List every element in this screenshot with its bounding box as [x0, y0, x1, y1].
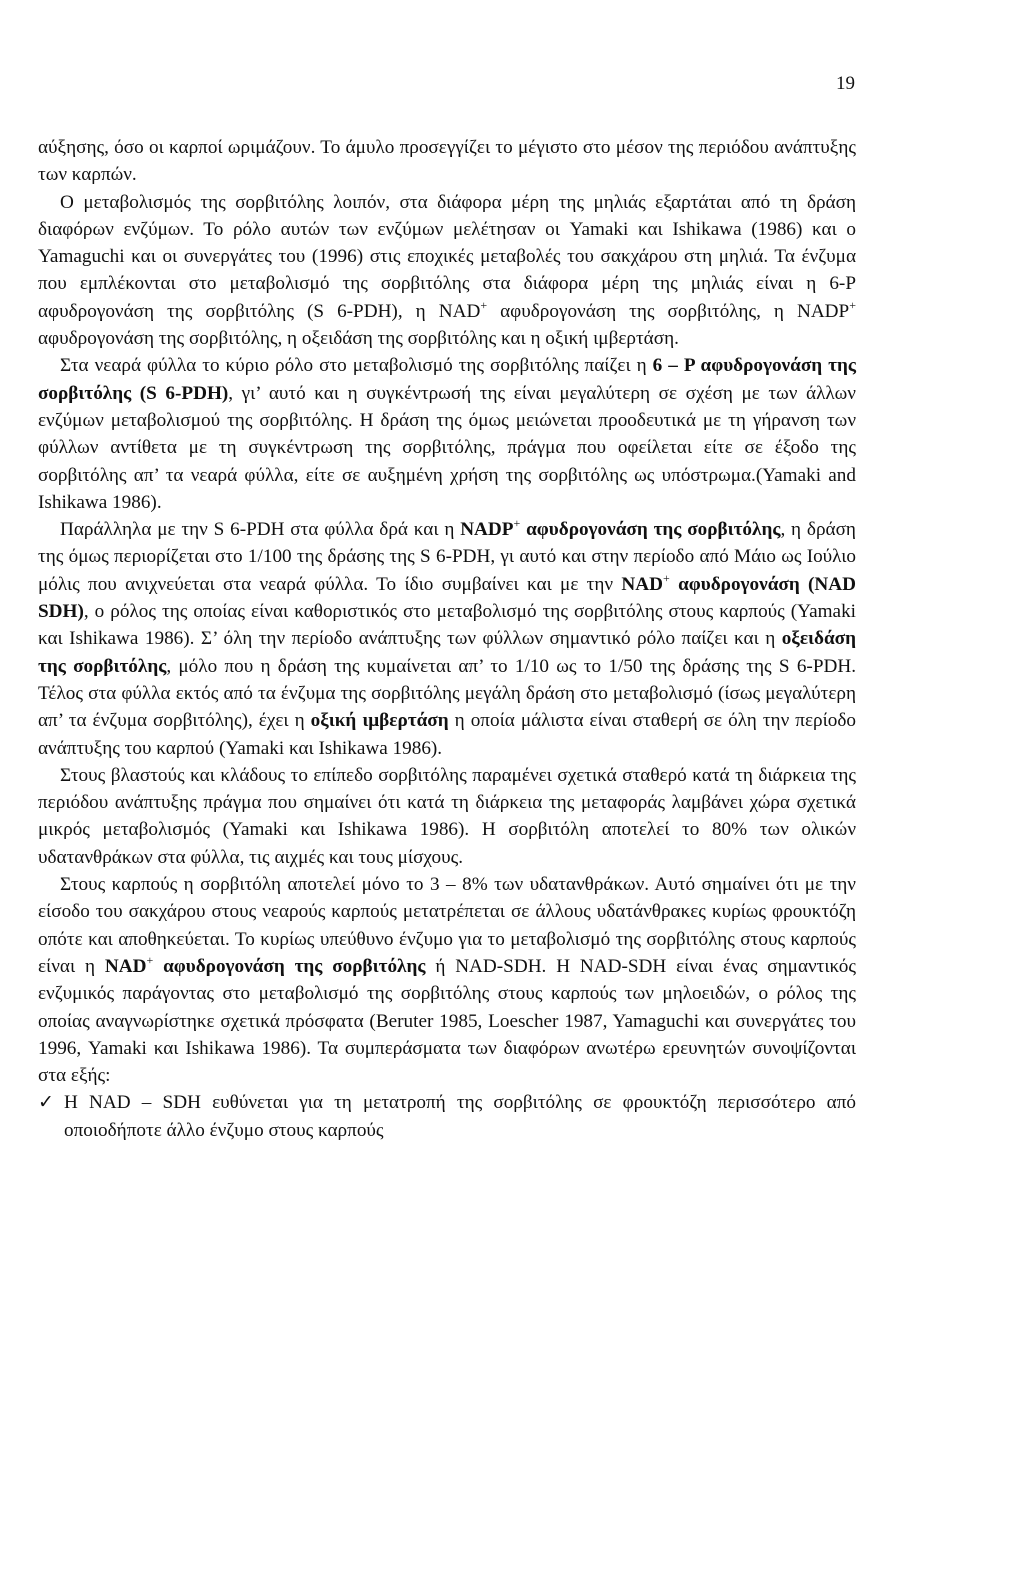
- paragraph-1: αύξησης, όσο οι καρποί ωριμάζουν. Το άμυλο προσεγγίζει το μέγιστο στο μέσον της περιόδου ανάπτυξης των καρπών.: [38, 137, 856, 186]
- p2-text-c: αφυδρογονάση της σορβιτόλης, η οξειδάση της σορβιτόλης και η οξική ιμβερτάση.: [38, 328, 679, 350]
- p2-text-a: Ο μεταβολισμός της σορβιτόλης λοιπόν, στα διάφορα μέρη της μηλιάς εξαρτάται από τη δράση διαφόρων ενζύμων. Το ρόλο αυτών των ενζύμων μελέτησαν οι Yamaki και Ishikawa (1986) και ο Yamaguchi και οι συνεργάτες του (1996) στις εποχικές μεταβολές του σακχάρου στη μηλιά. Τα ένζυμα που εμπλέκονται στο μεταβολισμό της σορβιτόλης στα διάφορα μέρη της μηλιάς είναι η 6-P αφυδρογονάση της σορβιτόλης (S 6-PDH), η NAD: [38, 191, 856, 322]
- list-item: [38, 1089, 856, 1144]
- p4-sup-2: +: [663, 570, 670, 585]
- p6-text-d: ή NAD-SDH. Η NAD-SDH είναι ένας σημαντικός ενζυμικός παράγοντας στο μεταβολισμό της σορβιτόλης στους καρπούς των μηλοειδών, ο ρόλος της οποίας αναγνωρίστηκε σχετικά πρόσφατα (Beruter 1985, Loescher 1987, Yamaguchi και συνεργάτες του 1996, Yamaki και Ishikawa 1986). Τα συμπεράσματα των διαφόρων ανωτέρω ερευνητών συνοψίζονται στα εξής:: [38, 955, 856, 1087]
- paragraph-6: [38, 871, 856, 1089]
- paragraph-3: [38, 352, 856, 516]
- list-item-text: Η NAD – SDH ευθύνεται για τη μετατροπή της σορβιτόλης σε φρουκτόζη περισσότερο από οποιοδήποτε άλλο ένζυμο στους καρπούς: [64, 1092, 856, 1141]
- p4-bold-nad: NAD: [621, 573, 663, 595]
- p4-text-a: Παράλληλα με την S 6-PDH στα φύλλα δρά και η: [60, 519, 461, 541]
- p3-text-c: , γι’ αυτό και η συγκέντρωσή της είναι μεγαλύτερη σε σχέση με των άλλων ενζύμων μεταβολισμού της σορβιτόλης. Η δράση της όμως μειώνεται προοδευτικά με τη γήρανση των φύλλων αντίθετα με τη συγκέντρωση της σορβιτόλης, πράγμα που οφείλεται είτε σε έξοδο της σορβιτόλης απ’ τα νεαρά φύλλα, είτε σε αυξημένη χρήση της σορβιτόλης ως υπόστρωμα.(Yamaki and Ishikawa 1986).: [38, 382, 856, 513]
- p4-bold-nadp-name: αφυδρογονάση της σορβιτόλης: [520, 519, 781, 541]
- p2-sup-2: +: [849, 297, 856, 312]
- p4-text-i: , μόλο που η δράση της κυμαίνεται απ’ το 1/10 ως το 1/50 της δράσης της S 6-PDH. Τέλος στα φύλλα εκτός από τα ένζυμα της σορβιτόλης μεγάλη δράση στο μεταβολισμό (ίσως μεγαλύτερη απ’ τα ένζυμα σορβιτόλης), έχει η: [38, 655, 857, 732]
- p4-bold-invertase: οξική ιμβερτάση: [310, 710, 449, 732]
- checkmark-icon: ✓: [38, 1092, 54, 1114]
- p6-text-a: Στους καρπούς η σορβιτόλη αποτελεί μόνο το 3 – 8% των υδατανθράκων. Αυτό σημαίνει ότι με την είσοδο του σακχάρου στους νεαρούς καρπούς μετατρέπεται σε άλλους υδατάνθρακες κυρίως φρουκτόζη οπότε και αποθηκεύεται. Το κυρίως υπεύθυνο ένζυμο για το μεταβολισμό της σορβιτόλης στους καρπούς είναι η: [38, 874, 856, 977]
- p4-bold-nad-name: αφυδρογονάση (NAD SDH): [38, 573, 856, 623]
- p4-bold-oxidase: οξειδάση της σορβιτόλης: [38, 628, 856, 677]
- page-number: 19: [836, 73, 855, 94]
- p4-text-k: η οποία μάλιστα είναι σταθερή σε όλη την περίοδο ανάπτυξης του καρπού (Yamaki και Ishikawa 1986).: [38, 710, 857, 759]
- p4-text-g: , ο ρόλος της οποίας είναι καθοριστικός στο μεταβολισμό της σορβιτόλης στους καρπούς (Yamaki και Ishikawa 1986). Σ’ όλη την περίοδο ανάπτυξης των φύλλων σημαντικό ρόλο παίζει και η: [38, 601, 856, 650]
- p2-text-b: αφυδρογονάση της σορβιτόλης, η NADP: [487, 300, 850, 322]
- p3-bold-enzyme: 6 – P αφυδρογονάση της σορβιτόλης (S 6-PDH): [38, 355, 856, 404]
- p2-sup-1: +: [480, 297, 488, 312]
- p6-bold-nad: NAD: [104, 955, 147, 977]
- p6-bold-nad-name: αφυδρογονάση της σορβιτόλης: [153, 955, 426, 977]
- p3-text-a: Στα νεαρά φύλλα το κύριο ρόλο στο μεταβολισμό της σορβιτόλης παίζει η: [60, 355, 653, 377]
- paragraph-4: [38, 516, 856, 762]
- p4-text-d: , η δράση της όμως περιορίζεται στο 1/100 της δράσης της S 6-PDH, γι αυτό και στην περίοδο από Μάιο ως Ιούλιο μόλις που ανιχνεύεται στα νεαρά φύλλα. Το ίδιο συμβαίνει και με την: [38, 519, 856, 595]
- p6-sup-1: +: [146, 952, 154, 967]
- p4-bold-nadp: NADP: [460, 519, 514, 541]
- paragraph-2: [38, 189, 856, 353]
- paragraph-5: Στους βλαστούς και κλάδους το επίπεδο σορβιτόλης παραμένει σχετικά σταθερό κατά τη διάρκεια της περιόδου ανάπτυξης πράγμα που σημαίνει ότι κατά τη διάρκεια της μεταφοράς λαμβάνει χώρα σχετικά μικρός μεταβολισμός (Yamaki και Ishikawa 1986). Η σορβιτόλη αποτελεί το 80% των ολικών υδατανθράκων στα φύλλα, τις αιχμές και τους μίσχους.: [38, 764, 856, 868]
- p4-sup-1: +: [513, 516, 521, 531]
- document-body: [38, 134, 856, 1144]
